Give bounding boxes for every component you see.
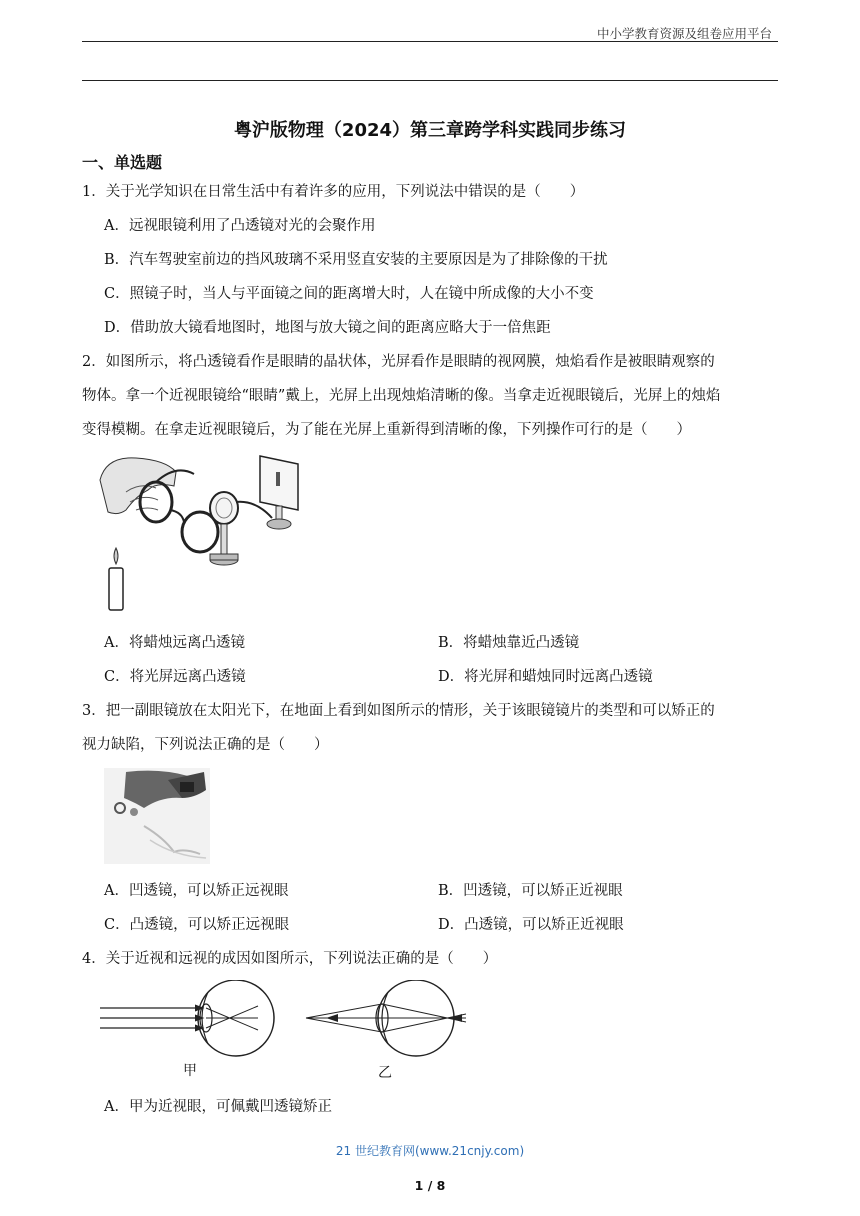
top-rule — [82, 80, 778, 81]
header-rule — [82, 41, 778, 42]
q1-option-c: C．照镜子时，当人与平面镜之间的距离增大时，人在镜中所成像的大小不变 — [104, 286, 594, 302]
q2-stem-line-3: 变得模糊。在拿走近视眼镜后，为了能在光屏上重新得到清晰的像，下列操作可行的是（ ） — [82, 422, 691, 438]
q3-option-c: C．凸透镜，可以矫正远视眼 — [104, 917, 290, 933]
header-platform-text: 中小学教育资源及组卷应用平台 — [596, 26, 772, 41]
q1-option-a: A．远视眼镜利用了凸透镜对光的会聚作用 — [104, 218, 376, 234]
footer-site-link[interactable]: 21 世纪教育网(www.21cnjy.com) — [335, 1144, 525, 1158]
q4-figure-label-jia: 甲 — [183, 1063, 197, 1079]
q2-option-b: B．将蜡烛靠近凸透镜 — [438, 635, 580, 651]
q2-option-c: C．将光屏远离凸透镜 — [104, 669, 246, 685]
q4-figure-label-yi: 乙 — [378, 1065, 392, 1081]
q3-option-a: A．凹透镜，可以矫正远视眼 — [104, 883, 289, 899]
q2-option-a: A．将蜡烛远离凸透镜 — [104, 635, 245, 651]
q1-stem: 1．关于光学知识在日常生活中有着许多的应用，下列说法中错误的是（ ） — [82, 184, 585, 200]
q3-option-d: D．凸透镜，可以矫正近视眼 — [438, 917, 624, 933]
eye-yi-diagram — [306, 980, 466, 1056]
q4-option-a: A．甲为近视眼，可佩戴凹透镜矫正 — [104, 1099, 332, 1115]
q3-glasses-shadow-photo — [104, 768, 210, 864]
q2-lens-experiment-figure — [96, 452, 316, 614]
q3-option-b: B．凹透镜，可以矫正近视眼 — [438, 883, 623, 899]
q3-stem-line-1: 3．把一副眼镜放在太阳光下，在地面上看到如图所示的情形，关于该眼镜镜片的类型和可以矫正的 — [82, 703, 715, 719]
q1-option-d: D．借助放大镜看地图时，地图与放大镜之间的距离应略大于一倍焦距 — [104, 320, 551, 336]
section-heading: 一、单选题 — [82, 153, 163, 172]
q4-stem: 4．关于近视和远视的成因如图所示，下列说法正确的是（ ） — [82, 951, 498, 967]
q2-option-d: D．将光屏和蜡烛同时远离凸透镜 — [438, 669, 653, 685]
q2-stem-line-2: 物体。拿一个近视眼镜给“眼睛”戴上，光屏上出现烛焰清晰的像。当拿走近视眼镜后，光屏上的烛焰 — [82, 388, 721, 404]
q1-option-b: B．汽车驾驶室前边的挡风玻璃不采用竖直安装的主要原因是为了排除像的干扰 — [104, 252, 608, 268]
q3-stem-line-2: 视力缺陷，下列说法正确的是（ ） — [82, 737, 329, 753]
q2-stem-line-1: 2．如图所示，将凸透镜看作是眼睛的晶状体，光屏看作是眼睛的视网膜，烛焰看作是被眼睛观察的 — [82, 354, 715, 370]
page-number: 1 / 8 — [414, 1178, 446, 1193]
page-title: 粤沪版物理（2024）第三章跨学科实践同步练习 — [233, 120, 627, 141]
q4-eye-diagram — [98, 980, 470, 1080]
eye-jia-diagram — [100, 980, 274, 1056]
